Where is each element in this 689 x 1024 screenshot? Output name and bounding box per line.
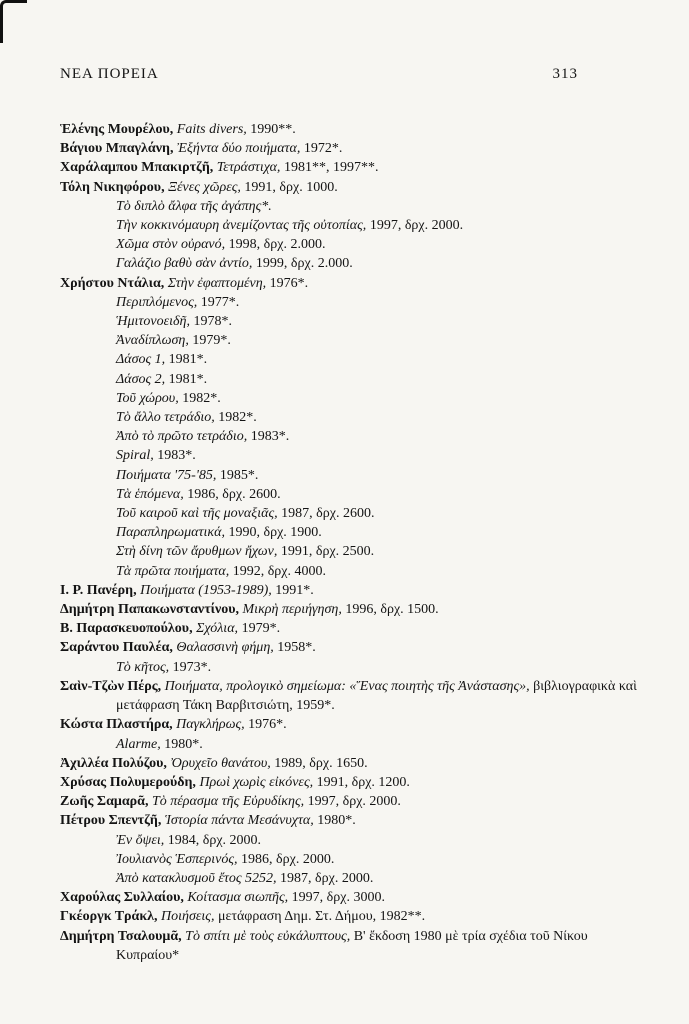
bibliography-entry	[60, 754, 640, 773]
entry-details: 1976*.	[244, 717, 287, 733]
entry-title: Ξένες χῶρες,	[168, 179, 241, 195]
entry-title: Παγκλήρως,	[176, 717, 245, 733]
entry-title: Τοῦ καιροῦ καὶ τῆς μοναξιᾶς,	[116, 506, 278, 522]
entry-details: 1986, δρχ. 2000.	[237, 851, 335, 867]
bibliography-subentry	[60, 542, 640, 561]
entry-details: 1986, δρχ. 2600.	[183, 486, 281, 502]
bibliography-subentry	[60, 869, 640, 888]
bibliography-entry	[60, 792, 640, 811]
entry-details: Β' ἔκδοση 1980 μὲ τρία σχέδια τοῦ Νίκου Κυπραίου*	[116, 928, 588, 963]
entry-details: 1987, δρχ. 2000.	[276, 870, 374, 886]
entry-author: Δημήτρη Τσαλουμᾶ,	[60, 928, 182, 944]
bibliography-entry	[60, 274, 640, 293]
entry-details: 1978*.	[189, 314, 232, 330]
entry-author: Πέτρου Σπεντζῆ,	[60, 813, 162, 829]
entry-details: 1982*.	[178, 390, 221, 406]
entry-title: Spiral,	[116, 448, 154, 464]
entry-title: Ἀναδίπλωση,	[116, 333, 189, 349]
entry-details: 1981*.	[165, 352, 208, 368]
entry-details: 1991*.	[271, 582, 314, 598]
entry-title: Θαλασσινὴ φήμη,	[176, 640, 274, 656]
entry-title: Τὸ πέρασμα τῆς Εὐρυδίκης,	[151, 794, 305, 810]
bibliography-subentry	[60, 197, 640, 216]
bibliography-subentry	[60, 523, 640, 542]
bibliography-subentry	[60, 831, 640, 850]
entry-details: 1984, δρχ. 2000.	[164, 832, 262, 848]
entry-details: 1985*.	[216, 467, 259, 483]
entry-details: 1973*.	[169, 659, 212, 675]
entry-details: 1958*.	[273, 640, 316, 656]
entry-author: Βάγιου Μπαγλάνη,	[60, 141, 174, 157]
bibliography-subentry	[60, 427, 640, 446]
entry-title: Ὀρυχεῖο θανάτου,	[170, 755, 271, 771]
entry-title: Περιπλόμενος,	[116, 294, 198, 310]
entry-title: Faits divers,	[176, 122, 247, 137]
entry-title: Τετράστιχα,	[216, 160, 281, 176]
bibliography-subentry	[60, 658, 640, 677]
entry-title: Ἰουλιανὸς Ἑσπερινός,	[116, 851, 238, 867]
entry-details: 1997, δρχ. 2000.	[366, 218, 464, 234]
entry-title: Ποιήματα (1953-1989),	[140, 582, 272, 598]
entry-author: Β. Παρασκευοπούλου,	[60, 621, 193, 637]
page-number: 313	[552, 66, 578, 82]
entry-details: 1979*.	[238, 621, 281, 637]
entry-title: Πρωὶ χωρὶς εἰκόνες,	[199, 774, 314, 790]
bibliography-entry	[60, 638, 640, 657]
bibliography-entry	[60, 120, 640, 139]
entry-title: Χῶμα στὸν οὐρανό,	[116, 237, 226, 253]
bibliography-entry	[60, 178, 640, 197]
bibliography-entry	[60, 888, 640, 907]
entry-title: Στὴ δίνη τῶν ἄρυθμων ἤχων,	[116, 544, 278, 560]
entry-details: 1996, δρχ. 1500.	[341, 602, 439, 618]
entry-title: Δάσος 1,	[116, 352, 166, 368]
entry-title: Τὸ διπλὸ ἄλφα τῆς ἀγάπης*.	[116, 198, 272, 214]
entry-title: Ἐξήντα δύο ποιήματα,	[176, 141, 301, 157]
bibliography-entry	[60, 927, 640, 965]
bibliography-entry	[60, 811, 640, 830]
entry-title: Ἀπὸ κατακλυσμοῦ ἔτος 5252,	[116, 870, 277, 886]
bibliography-subentry	[60, 850, 640, 869]
entry-title: Alarme,	[116, 736, 161, 752]
bibliography-subentry	[60, 389, 640, 408]
entry-author: Χαράλαμπου Μπακιρτζῆ,	[60, 160, 214, 176]
bibliography-entry	[60, 158, 640, 177]
bibliography-subentry	[60, 735, 640, 754]
entry-author: Χρήστου Ντάλια,	[60, 275, 165, 291]
entry-details: 1999, δρχ. 2.000.	[252, 256, 353, 272]
entry-author: Χαρούλας Συλλαίου,	[60, 890, 184, 906]
journal-title: ΝΕΑ ΠΟΡΕΙΑ	[60, 66, 159, 82]
bibliography-entry	[60, 773, 640, 792]
entry-details: 1980*.	[160, 736, 203, 752]
entry-details: 1976*.	[266, 275, 309, 291]
entry-author: Ἑλένης Μουρέλου,	[60, 122, 174, 137]
page-corner-mark	[0, 0, 27, 43]
entry-details: 1983*.	[247, 429, 290, 445]
entry-author: Γκέοργκ Τράκλ,	[60, 909, 158, 925]
entry-title: Τὰ πρῶτα ποιήματα,	[116, 563, 230, 579]
entry-title: Γαλάζιο βαθὺ σὰν ἀντίο,	[116, 256, 253, 272]
bibliography-entry	[60, 715, 640, 734]
entry-author: Ἀχιλλέα Πολύζου,	[60, 755, 167, 771]
entry-author: Ι. Ρ. Πανέρη,	[60, 582, 137, 598]
entry-details: 1997, δρχ. 2000.	[304, 794, 401, 810]
entry-title: Τὴν κοκκινόμαυρη ἀνεμίζοντας τῆς οὐτοπίας,	[116, 218, 367, 234]
entry-title: Ἡμιτονοειδῆ,	[116, 314, 190, 330]
bibliography-subentry	[60, 504, 640, 523]
entry-title: Ποιήματα '75-'85,	[116, 467, 217, 483]
entry-details: 1982*.	[214, 410, 257, 426]
entry-title: Σχόλια,	[196, 621, 239, 637]
entry-details: 1998, δρχ. 2.000.	[225, 237, 326, 253]
entry-details: μετάφραση Δημ. Στ. Δήμου, 1982**.	[214, 909, 426, 925]
entry-details: 1991, δρχ. 1000.	[240, 179, 338, 195]
bibliography-subentry	[60, 235, 640, 254]
bibliography-subentry	[60, 331, 640, 350]
entry-author: Κώστα Πλαστήρα,	[60, 717, 173, 733]
entry-details: 1981*.	[165, 371, 208, 387]
entry-details: 1977*.	[197, 294, 240, 310]
entry-details: 1990, δρχ. 1900.	[225, 525, 322, 541]
entry-title: Ποιήσεις,	[161, 909, 215, 925]
bibliography-entry	[60, 907, 640, 926]
bibliography-subentry	[60, 466, 640, 485]
entry-details: βιβλιογραφικὰ καὶ μετάφραση Τάκη Βαρβιτσιώτη, 1959*.	[116, 678, 637, 714]
bibliography-subentry	[60, 562, 640, 581]
entry-title: Ἀπὸ τὸ πρῶτο τετράδιο,	[116, 429, 248, 445]
entry-author: Τόλη Νικηφόρου,	[60, 179, 165, 195]
entry-details: 1997, δρχ. 3000.	[288, 890, 385, 906]
entry-details: 1972*.	[300, 141, 343, 157]
bibliography-subentry	[60, 254, 640, 273]
entry-details: 1991, δρχ. 1200.	[313, 774, 410, 790]
entry-details: 1979*.	[188, 333, 231, 349]
bibliography-subentry	[60, 446, 640, 465]
bibliography-subentry	[60, 312, 640, 331]
bibliography-subentry	[60, 293, 640, 312]
entry-title: Τὸ ἄλλο τετράδιο,	[116, 410, 215, 426]
bibliography-list	[60, 120, 640, 965]
entry-author: Δημήτρη Παπακωνσταντίνου,	[60, 602, 240, 618]
entry-details: 1991, δρχ. 2500.	[277, 544, 375, 560]
entry-author: Σαράντου Παυλέα,	[60, 640, 173, 656]
entry-title: Τὸ σπίτι μὲ τοὺς εὐκάλυπτους,	[185, 928, 351, 944]
entry-title: Ἐν ὄψει,	[116, 832, 165, 848]
entry-details: 1981**, 1997**.	[280, 160, 379, 176]
bibliography-subentry	[60, 350, 640, 369]
entry-title: Ποιήματα, προλογικὸ σημείωμα: «Ἕνας ποιητὴς τῆς Ἀνάστασης»,	[164, 678, 530, 694]
entry-details: 1989, δρχ. 1650.	[270, 755, 368, 771]
entry-title: Τοῦ χώρου,	[116, 390, 179, 406]
entry-title: Στὴν ἐφαπτομένη,	[167, 275, 267, 291]
entry-title: Μικρὴ περιήγηση,	[242, 602, 342, 618]
bibliography-subentry	[60, 370, 640, 389]
entry-title: Κοίτασμα σιωπῆς,	[187, 890, 289, 906]
entry-author: Χρύσας Πολυμερούδη,	[60, 774, 196, 790]
entry-title: Δάσος 2,	[116, 371, 166, 387]
entry-details: 1983*.	[153, 448, 196, 464]
bibliography-subentry	[60, 216, 640, 235]
bibliography-entry	[60, 139, 640, 158]
entry-details: 1992, δρχ. 4000.	[229, 563, 326, 579]
bibliography-subentry	[60, 485, 640, 504]
entry-title: Τὰ ἑπόμενα,	[116, 486, 184, 502]
entry-details: 1987, δρχ. 2600.	[277, 506, 375, 522]
entry-author: Ζωῆς Σαμαρᾶ,	[60, 794, 149, 810]
entry-title: Παραπληρωματικά,	[116, 525, 225, 541]
bibliography-subentry	[60, 408, 640, 427]
bibliography-entry	[60, 677, 640, 715]
entry-title: Ἱστορία πάντα Μεσάνυχτα,	[164, 813, 314, 829]
entry-details: 1980*.	[313, 813, 356, 829]
bibliography-entry	[60, 581, 640, 600]
entry-details: 1990**.	[246, 122, 296, 137]
entry-title: Τὸ κῆτος,	[116, 659, 170, 675]
bibliography-entry	[60, 600, 640, 619]
entry-author: Σαὶν-Τζὼν Πέρς,	[60, 678, 162, 694]
bibliography-entry	[60, 619, 640, 638]
